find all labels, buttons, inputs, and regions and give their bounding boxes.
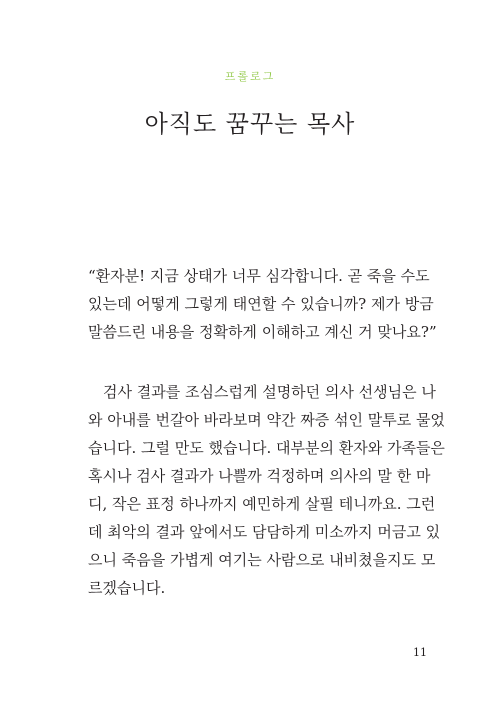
paragraph-narrative [88,378,445,602]
chapter-title: 아직도 꿈꾸는 목사 [144,110,356,138]
text-line: 말씀드린 내용을 정확하게 이해하고 계신 거 맞나요?” [88,323,437,341]
text-line: 으니 죽음을 가볍게 여기는 사람으로 내비쳤을지도 모 [88,551,436,569]
paragraph-quote [88,262,437,346]
text-line: 데 최악의 결과 앞에서도 담담하게 미소까지 머금고 있 [88,523,441,541]
text-line: 디, 작은 표정 하나까지 예민하게 살필 테니까요. 그런 [88,495,436,513]
text-line: “환자분! 지금 상태가 너무 심각합니다. 곧 죽을 수도 [88,267,430,285]
page-number: 11 [413,646,427,659]
text-line: 검사 결과를 조심스럽게 설명하던 의사 선생님은 나 [103,383,436,401]
text-line: 르겠습니다. [88,579,166,597]
section-label: 프롤로그 [224,70,276,83]
text-line: 와 아내를 번갈아 바라보며 약간 짜증 섞인 말투로 물었 [88,411,445,429]
text-line: 혹시나 검사 결과가 나쁠까 걱정하며 의사의 말 한 마 [88,467,431,485]
text-line: 습니다. 그럴 만도 했습니다. 대부분의 환자와 가족들은 [88,439,445,457]
text-line: 있는데 어떻게 그렇게 태연할 수 있습니까? 제가 방금 [88,295,434,313]
